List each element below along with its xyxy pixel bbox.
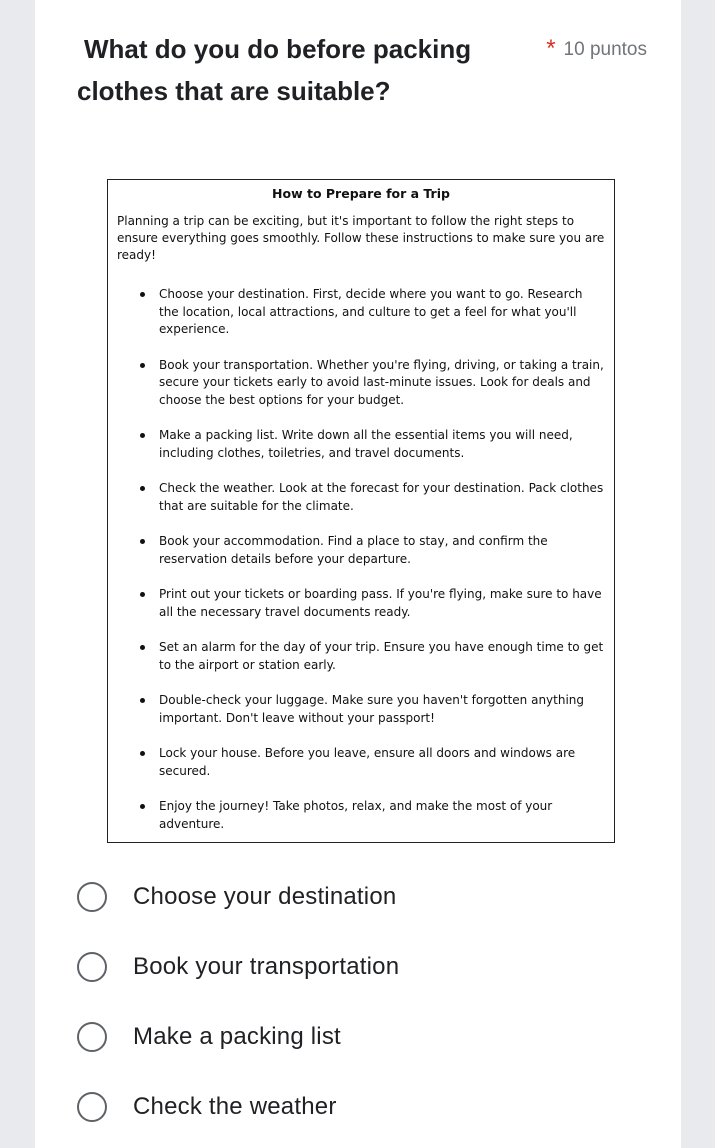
option-choose-destination[interactable] [77,862,399,932]
bullet-icon [140,433,145,438]
bullet-icon [140,486,145,491]
option-label[interactable]: Choose your destination [133,883,397,910]
question-title: What do you do before packing clothes that are suitable? [77,34,472,106]
document-step: Book your transportation. Whether you're flying, driving, or taking a train, secure your tickets early to avoid last-minute issues. Look for deals and choose the best options for your budget. [159,357,606,410]
document-step: Choose your destination. First, decide where you want to go. Research the location, local attractions, and culture to get a feel for what you'll experience. [159,286,606,339]
answer-options [77,862,399,1142]
required-asterisk: * [546,35,556,62]
question-meta [546,34,647,62]
document-intro: Planning a trip can be exciting, but it's important to follow the right steps to ensure everything goes smoothly. Follow these instructions to make sure you are ready! [117,214,605,262]
bullet-icon [140,292,145,297]
option-label[interactable]: Check the weather [133,1093,337,1120]
question-card [35,0,681,1148]
document-step: Check the weather. Look at the forecast for your destination. Pack clothes that are suitable for the climate. [159,480,606,515]
option-label[interactable]: Make a packing list [133,1023,341,1050]
document-step: Print out your tickets or boarding pass. If you're flying, make sure to have all the necessary travel documents ready. [159,586,606,621]
question-header [77,28,647,112]
radio-button[interactable] [77,882,107,912]
bullet-icon [140,363,145,368]
question-image-document [107,179,615,843]
bullet-icon [140,804,145,809]
radio-button[interactable] [77,952,107,982]
option-make-packing-list[interactable] [77,1002,399,1072]
document-step: Enjoy the journey! Take photos, relax, and make the most of your adventure. [159,798,606,833]
document-step: Set an alarm for the day of your trip. Ensure you have enough time to get to the airport or station early. [159,639,606,674]
radio-button[interactable] [77,1092,107,1122]
radio-button[interactable] [77,1022,107,1052]
document-step: Make a packing list. Write down all the essential items you will need, including clothes, toiletries, and travel documents. [159,427,606,462]
document-steps-list [108,286,614,833]
bullet-icon [140,592,145,597]
bullet-icon [140,751,145,756]
bullet-icon [140,539,145,544]
document-step: Book your accommodation. Find a place to stay, and confirm the reservation details before your departure. [159,533,606,568]
bullet-icon [140,698,145,703]
document-step: Lock your house. Before you leave, ensure all doors and windows are secured. [159,745,606,780]
option-label[interactable]: Book your transportation [133,953,400,980]
option-check-weather[interactable] [77,1072,399,1142]
document-step: Double-check your luggage. Make sure you haven't forgotten anything important. Don't leave without your passport! [159,692,606,727]
points-label: 10 puntos [563,39,647,60]
bullet-icon [140,645,145,650]
option-book-transportation[interactable] [77,932,399,1002]
document-title: How to Prepare for a Trip [272,186,450,201]
